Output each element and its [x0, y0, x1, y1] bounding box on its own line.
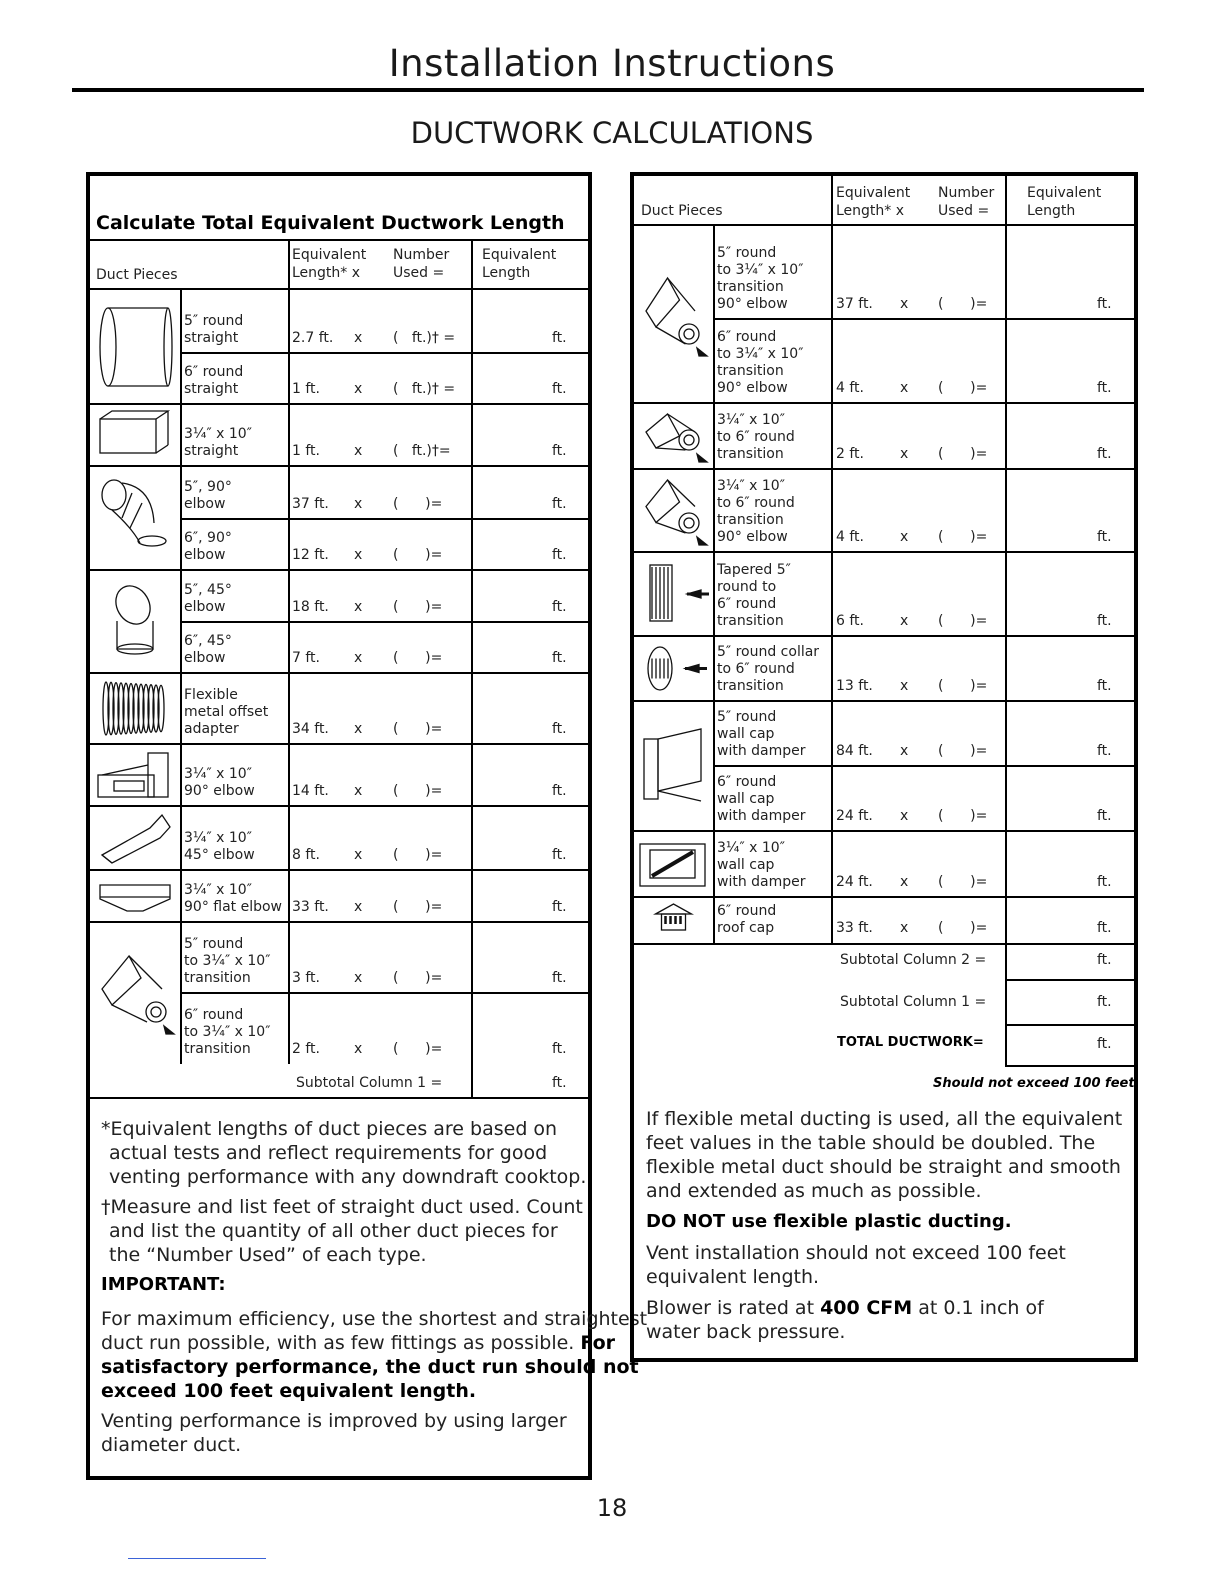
right-row-separator	[713, 765, 1134, 767]
round-wall-cap-icon	[636, 721, 711, 811]
right-row-length: 24 ft.	[836, 808, 873, 824]
right-row-number-used[interactable]: ( )=	[938, 920, 988, 936]
right-row-number-used[interactable]: ( )=	[938, 380, 988, 396]
left-row-equivalent[interactable]: ft.	[552, 547, 567, 563]
right-row-desc-line: transition	[717, 512, 784, 528]
left-col-header-pieces: Duct Pieces	[96, 267, 178, 283]
total-ductwork-ft: ft.	[1097, 1036, 1112, 1052]
vent-note: Vent installation should not exceed 100 feet equivalent length.	[646, 1242, 1066, 1288]
left-row-equivalent[interactable]: ft.	[552, 847, 567, 863]
right-row-desc-line: to 6″ round	[717, 429, 795, 445]
right-col-header-pieces: Duct Pieces	[641, 203, 723, 219]
right-row-equivalent[interactable]: ft.	[1097, 296, 1112, 312]
right-row-desc-line: to 6″ round	[717, 495, 795, 511]
right-row-separator	[634, 896, 1134, 898]
left-row-equivalent[interactable]: ft.	[552, 721, 567, 737]
left-row-desc	[184, 364, 243, 398]
right-row-equivalent[interactable]: ft.	[1097, 874, 1112, 890]
right-row-number-used[interactable]: ( )=	[938, 874, 988, 890]
right-row-separator	[713, 318, 1134, 320]
right-row-number-used[interactable]: ( )=	[938, 743, 988, 759]
left-subtotal-rule	[90, 1097, 588, 1099]
left-row-number-used[interactable]: ( )=	[393, 899, 443, 915]
right-row-desc-line: transition	[717, 446, 784, 462]
left-header-rule	[90, 288, 588, 290]
round-to-rect-90-elbow-icon	[636, 270, 711, 360]
left-subtotal-label: Subtotal Column 1 =	[296, 1075, 443, 1091]
left-row-length: 34 ft.	[292, 721, 329, 737]
left-row-number-used[interactable]: ( )=	[393, 721, 443, 737]
right-row-number-used[interactable]: ( )=	[938, 808, 988, 824]
right-col-header-eqlen: Equivalent Length* x	[836, 185, 911, 219]
left-row-desc-line: to 3¼″ x 10″	[184, 1024, 271, 1040]
left-row-number-used[interactable]: ( )=	[393, 970, 443, 986]
left-row-equivalent[interactable]: ft.	[552, 970, 567, 986]
right-row-desc-line: 90° elbow	[717, 529, 788, 545]
left-row-separator	[90, 921, 588, 923]
right-vline-equiv	[1005, 176, 1007, 1066]
left-row-number-used[interactable]: ( ft.)† =	[393, 381, 456, 397]
right-row-desc-line: wall cap	[717, 726, 775, 742]
right-row-times: x	[900, 920, 909, 936]
left-row-desc-line: elbow	[184, 650, 226, 666]
roof-cap-icon	[636, 900, 711, 940]
left-row-equivalent[interactable]: ft.	[552, 650, 567, 666]
right-row-equivalent[interactable]: ft.	[1097, 678, 1112, 694]
left-row-times: x	[354, 1041, 363, 1057]
left-row-times: x	[354, 970, 363, 986]
left-row-desc-line: transition	[184, 970, 251, 986]
left-row-desc	[184, 479, 232, 513]
left-row-separator	[90, 869, 588, 871]
left-row-number-used[interactable]: ( )=	[393, 650, 443, 666]
rect-wall-cap-icon	[636, 834, 711, 894]
left-row-desc-line: elbow	[184, 599, 226, 615]
right-header-rule	[634, 224, 1134, 226]
rect-45-elbow-icon	[92, 809, 178, 867]
left-row-length: 2.7 ft.	[292, 330, 334, 346]
left-row-equivalent[interactable]: ft.	[552, 381, 567, 397]
total-rule	[1005, 1065, 1134, 1067]
right-row-desc	[717, 840, 806, 891]
left-row-separator	[90, 569, 588, 571]
page-number: 18	[596, 1494, 628, 1522]
right-row-equivalent[interactable]: ft.	[1097, 613, 1112, 629]
left-row-equivalent[interactable]: ft.	[552, 599, 567, 615]
left-row-times: x	[354, 899, 363, 915]
right-row-desc-line: to 6″ round	[717, 661, 795, 677]
left-row-desc	[184, 426, 252, 460]
right-row-length: 24 ft.	[836, 874, 873, 890]
left-row-number-used[interactable]: ( )=	[393, 547, 443, 563]
left-row-number-used[interactable]: ( )=	[393, 783, 443, 799]
round-to-rect-transition-icon	[92, 948, 178, 1038]
rect-to-round-90-elbow-icon	[636, 472, 711, 549]
left-heading: Calculate Total Equivalent Ductwork Length	[96, 212, 565, 234]
right-row-separator	[634, 700, 1134, 702]
flex-note: If flexible metal ducting is used, all the equivalent feet values in the table should be doubled. The flexible metal duct should be straight and smooth and extended as much as possible.	[646, 1108, 1123, 1202]
left-row-equivalent[interactable]: ft.	[552, 330, 567, 346]
left-row-desc-line: 90° elbow	[184, 783, 255, 799]
page-title: Installation Instructions	[388, 42, 836, 85]
right-row-separator	[634, 635, 1134, 637]
venting-note: Venting performance is improved by using larger diameter duct.	[101, 1410, 567, 1456]
left-row-separator	[180, 352, 588, 354]
left-row-desc-line: to 3¼″ x 10″	[184, 953, 271, 969]
left-row-number-used[interactable]: ( )=	[393, 599, 443, 615]
right-row-times: x	[900, 678, 909, 694]
left-row-length: 7 ft.	[292, 650, 320, 666]
right-row-length: 37 ft.	[836, 296, 873, 312]
left-row-desc-line: 6″ round	[184, 364, 244, 380]
right-row-desc-line: 3¼″ x 10″	[717, 478, 785, 494]
left-row-desc-line: 5″, 45°	[184, 582, 232, 598]
right-row-equivalent[interactable]: ft.	[1097, 380, 1112, 396]
right-row-desc-line: with damper	[717, 808, 806, 824]
left-row-times: x	[354, 496, 363, 512]
left-row-separator	[90, 672, 588, 674]
left-row-times: x	[354, 783, 363, 799]
right-row-number-used[interactable]: ( )=	[938, 446, 988, 462]
left-row-desc-line: metal offset	[184, 704, 269, 720]
rect-90-elbow-icon	[92, 747, 178, 803]
right-row-desc-line: 3¼″ x 10″	[717, 840, 785, 856]
right-row-times: x	[900, 529, 909, 545]
left-col-header-equiv: Equivalent Length	[482, 247, 557, 281]
left-row-separator	[90, 743, 588, 745]
right-row-times: x	[900, 743, 909, 759]
left-row-desc-line: transition	[184, 1041, 251, 1057]
right-row-desc-line: transition	[717, 279, 784, 295]
right-row-desc	[717, 903, 776, 937]
left-row-desc-line: 6″, 45°	[184, 633, 232, 649]
right-row-separator	[634, 402, 1134, 404]
right-row-desc-line: 6″ round	[717, 903, 777, 919]
right-row-desc-line: with damper	[717, 743, 806, 759]
subtotal1-label: Subtotal Column 1 =	[840, 994, 987, 1010]
collar-transition-icon	[636, 639, 711, 698]
round-45-elbow-icon	[92, 577, 178, 667]
right-row-length: 33 ft.	[836, 920, 873, 936]
left-row-length: 18 ft.	[292, 599, 329, 615]
right-table-bottom-rule	[634, 943, 1134, 945]
important-text: For maximum efficiency, use the shortest and straightest duct run possible, with as few fittings as possible. For satisfactory performance, the duct run should not exceed 100 feet equivalent length.	[101, 1308, 648, 1402]
round-straight-duct-icon	[92, 302, 178, 392]
rectangular-straight-duct-icon	[92, 407, 178, 463]
left-row-times: x	[354, 443, 363, 459]
subtotal1-ft: ft.	[1097, 994, 1112, 1010]
left-row-length: 2 ft.	[292, 1041, 320, 1057]
right-row-number-used[interactable]: ( )=	[938, 678, 988, 694]
left-row-desc-line: 5″ round	[184, 313, 244, 329]
right-row-equivalent[interactable]: ft.	[1097, 529, 1112, 545]
left-row-number-used[interactable]: ( ft.)†=	[393, 443, 451, 459]
right-row-desc	[717, 562, 791, 630]
blower-note: Blower is rated at 400 CFM at 0.1 inch of water back pressure.	[646, 1297, 1044, 1343]
section-title: DUCTWORK CALCULATIONS	[410, 116, 814, 150]
left-row-times: x	[354, 721, 363, 737]
right-row-desc	[717, 329, 803, 397]
left-row-desc	[184, 633, 232, 667]
right-row-times: x	[900, 808, 909, 824]
right-row-equivalent[interactable]: ft.	[1097, 446, 1112, 462]
total-ductwork-label: TOTAL DUCTWORK=	[837, 1035, 984, 1050]
right-row-times: x	[900, 874, 909, 890]
right-row-desc	[717, 709, 806, 760]
left-row-length: 14 ft.	[292, 783, 329, 799]
right-row-length: 4 ft.	[836, 529, 864, 545]
right-row-length: 84 ft.	[836, 743, 873, 759]
right-row-desc-line: 5″ round	[717, 709, 777, 725]
right-row-desc-line: wall cap	[717, 857, 775, 873]
right-vline-len	[831, 176, 833, 944]
right-row-times: x	[900, 380, 909, 396]
left-row-desc	[184, 830, 255, 864]
left-row-separator	[180, 518, 588, 520]
right-row-desc-line: roof cap	[717, 920, 775, 936]
left-row-length: 1 ft.	[292, 443, 320, 459]
left-row-desc-line: 5″ round	[184, 936, 244, 952]
left-row-separator	[180, 992, 588, 994]
subtotal1-rule	[1005, 1024, 1134, 1026]
left-row-desc-line: 90° flat elbow	[184, 899, 283, 915]
left-row-desc	[184, 882, 282, 916]
right-row-desc-line: with damper	[717, 874, 806, 890]
right-row-times: x	[900, 296, 909, 312]
right-row-desc-line: transition	[717, 613, 784, 629]
footnote-equivalent: *Equivalent lengths of duct pieces are based on actual tests and reflect requirements for good venting performance with any downdraft cooktop.	[101, 1118, 587, 1188]
left-row-separator	[90, 403, 588, 405]
subtotal2-label: Subtotal Column 2 =	[840, 952, 987, 968]
left-row-desc-line: 6″ round	[184, 1007, 244, 1023]
right-row-desc-line: 3¼″ x 10″	[717, 412, 785, 428]
right-row-times: x	[900, 446, 909, 462]
left-row-equivalent[interactable]: ft.	[552, 1041, 567, 1057]
right-row-equivalent[interactable]: ft.	[1097, 920, 1112, 936]
right-vline-desc	[713, 224, 715, 944]
right-row-length: 13 ft.	[836, 678, 873, 694]
left-row-desc	[184, 582, 232, 616]
left-vline-len	[288, 240, 290, 1064]
footnote-measure: †Measure and list feet of straight duct used. Count and list the quantity of all other duct pieces for the “Number Used” of each type.	[101, 1196, 583, 1266]
left-row-separator	[90, 805, 588, 807]
left-row-length: 1 ft.	[292, 381, 320, 397]
right-row-desc-line: to 3¼″ x 10″	[717, 346, 804, 362]
right-row-desc-line: 6″ round	[717, 329, 777, 345]
right-row-desc-line: 6″ round	[717, 596, 777, 612]
left-row-desc	[184, 313, 243, 347]
left-subtotal-ft: ft.	[552, 1075, 567, 1091]
left-row-desc-line: elbow	[184, 547, 226, 563]
left-row-desc-line: 3¼″ x 10″	[184, 882, 252, 898]
limit-note: Should not exceed 100 feet.	[933, 1076, 1140, 1091]
left-row-desc	[184, 687, 268, 738]
left-row-times: x	[354, 650, 363, 666]
subtotal2-ft: ft.	[1097, 952, 1112, 968]
left-row-desc-line: 3¼″ x 10″	[184, 766, 252, 782]
right-row-separator	[634, 551, 1134, 553]
left-row-times: x	[354, 547, 363, 563]
right-col-header-number: Number Used =	[938, 185, 995, 219]
left-row-desc-line: 3¼″ x 10″	[184, 830, 252, 846]
right-row-number-used[interactable]: ( )=	[938, 529, 988, 545]
right-row-length: 2 ft.	[836, 446, 864, 462]
left-row-length: 3 ft.	[292, 970, 320, 986]
rect-to-round-transition-icon	[636, 406, 711, 466]
left-row-times: x	[354, 381, 363, 397]
left-row-desc-line: adapter	[184, 721, 239, 737]
left-col-header-eqlen: Equivalent Length* x	[292, 247, 367, 281]
right-row-desc-line: transition	[717, 678, 784, 694]
left-row-desc	[184, 530, 232, 564]
left-row-length: 33 ft.	[292, 899, 329, 915]
subtotal2-rule	[1005, 979, 1134, 981]
left-row-times: x	[354, 847, 363, 863]
right-row-desc-line: transition	[717, 363, 784, 379]
left-row-equivalent[interactable]: ft.	[552, 899, 567, 915]
left-row-desc-line: 45° elbow	[184, 847, 255, 863]
left-row-desc	[184, 1007, 270, 1058]
left-row-desc-line: straight	[184, 381, 239, 397]
left-row-equivalent[interactable]: ft.	[552, 496, 567, 512]
left-row-desc-line: 6″, 90°	[184, 530, 232, 546]
left-row-desc-line: 3¼″ x 10″	[184, 426, 252, 442]
left-row-desc-line: straight	[184, 443, 239, 459]
right-row-desc-line: to 3¼″ x 10″	[717, 262, 804, 278]
left-row-number-used[interactable]: ( ft.)† =	[393, 330, 456, 346]
plastic-note: DO NOT use flexible plastic ducting.	[646, 1211, 1012, 1232]
left-row-desc	[184, 766, 255, 800]
right-row-length: 4 ft.	[836, 380, 864, 396]
right-row-separator	[634, 830, 1134, 832]
left-col-header-number: Number Used =	[393, 247, 450, 281]
right-row-equivalent[interactable]: ft.	[1097, 743, 1112, 759]
important-label: IMPORTANT:	[101, 1274, 226, 1295]
left-row-length: 37 ft.	[292, 496, 329, 512]
left-row-equivalent[interactable]: ft.	[552, 783, 567, 799]
flexible-metal-adapter-icon	[92, 676, 178, 741]
left-row-length: 8 ft.	[292, 847, 320, 863]
right-row-separator	[634, 468, 1134, 470]
left-row-desc-line: straight	[184, 330, 239, 346]
right-row-desc-line: 5″ round	[717, 245, 777, 261]
right-row-number-used[interactable]: ( )=	[938, 613, 988, 629]
right-row-desc	[717, 245, 803, 313]
left-row-equivalent[interactable]: ft.	[552, 443, 567, 459]
left-row-length: 12 ft.	[292, 547, 329, 563]
right-row-desc	[717, 774, 806, 825]
left-heading-rule	[90, 239, 588, 241]
right-row-desc-line: 90° elbow	[717, 380, 788, 396]
tapered-transition-icon	[636, 555, 711, 633]
left-row-times: x	[354, 599, 363, 615]
right-row-desc-line: wall cap	[717, 791, 775, 807]
left-row-number-used[interactable]: ( )=	[393, 847, 443, 863]
left-vline-equiv	[471, 240, 473, 1098]
right-row-length: 6 ft.	[836, 613, 864, 629]
title-rule	[72, 88, 1144, 92]
left-row-desc	[184, 936, 270, 987]
right-row-desc	[717, 644, 819, 695]
right-row-desc	[717, 478, 795, 546]
round-90-elbow-icon	[92, 473, 178, 563]
left-row-desc-line: Flexible	[184, 687, 238, 703]
left-row-number-used[interactable]: ( )=	[393, 496, 443, 512]
left-row-times: x	[354, 330, 363, 346]
right-col-header-equiv: Equivalent Length	[1027, 185, 1102, 219]
right-row-times: x	[900, 613, 909, 629]
right-row-desc-line: 5″ round collar	[717, 644, 820, 660]
right-row-number-used[interactable]: ( )=	[938, 296, 988, 312]
left-row-separator	[180, 621, 588, 623]
right-row-desc	[717, 412, 795, 463]
right-row-desc-line: 90° elbow	[717, 296, 788, 312]
right-row-desc-line: round to	[717, 579, 777, 595]
left-row-desc-line: 5″, 90°	[184, 479, 232, 495]
left-row-separator	[90, 465, 588, 467]
left-row-number-used[interactable]: ( )=	[393, 1041, 443, 1057]
left-row-desc-line: elbow	[184, 496, 226, 512]
right-row-desc-line: Tapered 5″	[717, 562, 791, 578]
right-row-desc-line: 6″ round	[717, 774, 777, 790]
rect-flat-elbow-icon	[92, 873, 178, 919]
right-row-equivalent[interactable]: ft.	[1097, 808, 1112, 824]
bottom-link-underline	[128, 1558, 266, 1559]
